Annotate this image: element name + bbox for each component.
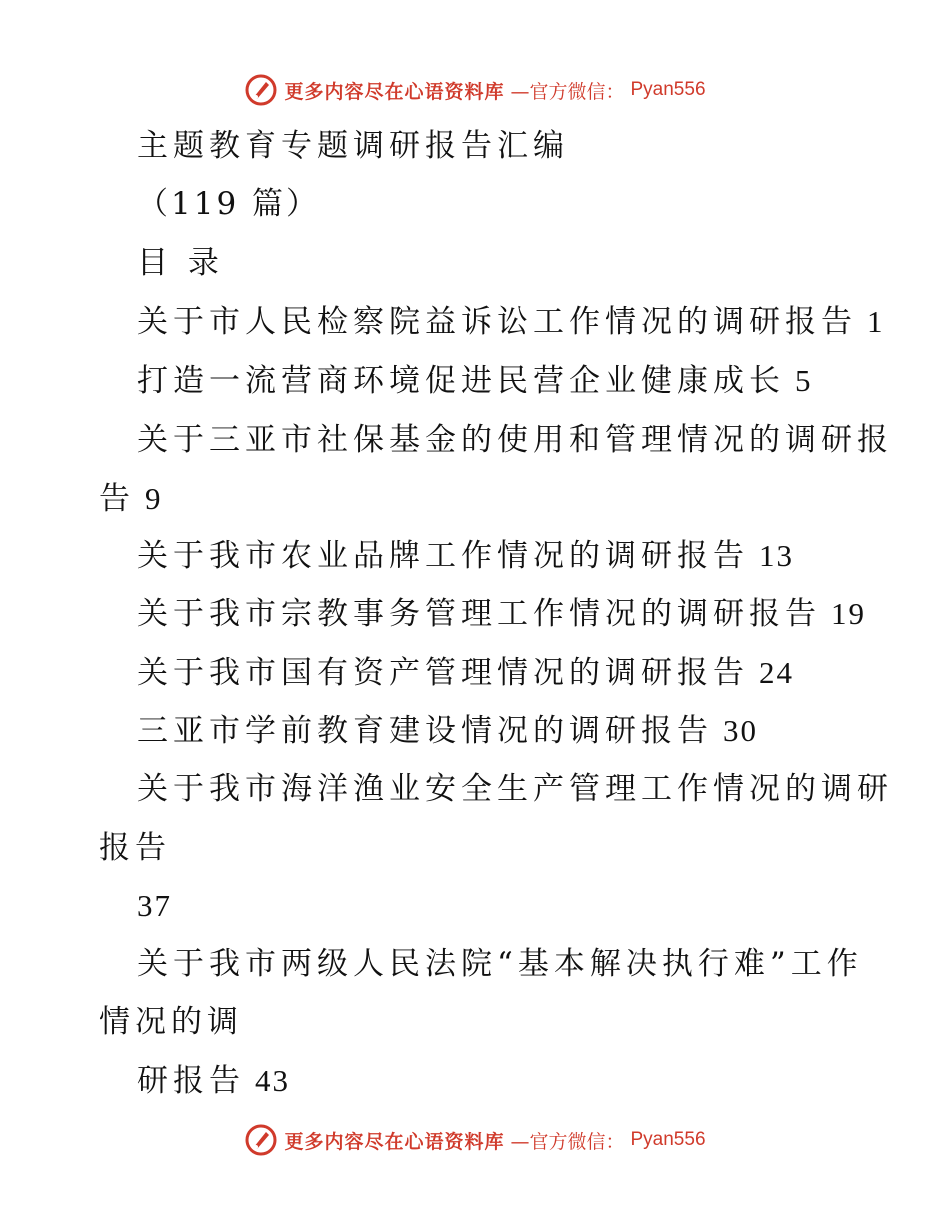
toc-entry[interactable] — [137, 653, 794, 693]
toc-entry-title: 关于我市海洋渔业安全生产管理工作情况的调研 — [137, 771, 893, 807]
toc-entry-page: 1 — [867, 304, 885, 339]
toc-entry-title-cont: 报告 — [99, 830, 171, 866]
watermark-text: 更多内容尽在心语资料库 — [284, 1130, 505, 1153]
toc-entry-page: 43 — [255, 1063, 290, 1098]
toc-entry[interactable] — [137, 536, 794, 576]
toc-entry-title: 关于我市国有资产管理情况的调研报告 — [137, 655, 749, 691]
toc-entry[interactable] — [137, 944, 863, 984]
toc-entry-page: 30 — [723, 713, 758, 748]
toc-entry-title: 关于市人民检察院益诉讼工作情况的调研报告 — [137, 304, 857, 340]
toc-entry-page: 19 — [831, 596, 866, 631]
toc-entry-continuation[interactable] — [137, 1061, 290, 1101]
header-watermark — [0, 70, 950, 110]
toc-entry-continuation[interactable] — [99, 828, 171, 868]
toc-entry-continuation[interactable] — [99, 479, 163, 519]
pen-nib-seal-icon — [244, 1123, 278, 1157]
toc-entry[interactable] — [137, 711, 758, 751]
watermark-separator: —官方微信： — [510, 80, 625, 103]
toc-entry[interactable] — [137, 361, 813, 401]
toc-entry-page: 24 — [759, 655, 794, 690]
toc-entry-title: 关于三亚市社保基金的使用和管理情况的调研报 — [137, 422, 893, 458]
toc-entry-title-cont: 研报告 — [137, 1063, 245, 1099]
toc-entry-continuation[interactable] — [99, 1002, 243, 1042]
toc-entry-title: 关于我市两级人民法院“基本解决执行难”工作 — [137, 946, 863, 982]
toc-entry-page-line[interactable] — [137, 886, 172, 926]
toc-entry-page: 13 — [759, 538, 794, 573]
toc-entry-title: 打造一流营商环境促进民营企业健康成长 — [137, 363, 785, 399]
toc-entry-title: 关于我市宗教事务管理工作情况的调研报告 — [137, 596, 821, 632]
toc-entry[interactable] — [137, 594, 866, 634]
watermark-text: 更多内容尽在心语资料库 — [284, 80, 505, 103]
pen-nib-seal-icon — [244, 73, 278, 107]
document-title: 主题教育专题调研报告汇编 — [137, 128, 569, 164]
toc-entry[interactable] — [137, 769, 893, 809]
toc-entry[interactable] — [137, 302, 885, 342]
footer-watermark — [0, 1120, 950, 1160]
watermark-wechat-id: Pyan556 — [630, 79, 706, 100]
toc-entry-page: 9 — [145, 481, 163, 516]
toc-entry-title-cont: 情况的调 — [99, 1004, 243, 1040]
toc-entry-title-cont: 告 — [99, 481, 135, 517]
watermark-wechat-id: Pyan556 — [630, 1129, 706, 1150]
watermark-separator: —官方微信： — [510, 1130, 625, 1153]
toc-entry-page: 37 — [137, 888, 172, 923]
toc-entry[interactable] — [137, 420, 893, 460]
toc-heading: 目 录 — [137, 245, 224, 281]
document-count: （119 篇） — [137, 186, 321, 222]
toc-entry-title: 关于我市农业品牌工作情况的调研报告 — [137, 538, 749, 574]
toc-entry-page: 5 — [795, 363, 813, 398]
toc-entry-title: 三亚市学前教育建设情况的调研报告 — [137, 713, 713, 749]
